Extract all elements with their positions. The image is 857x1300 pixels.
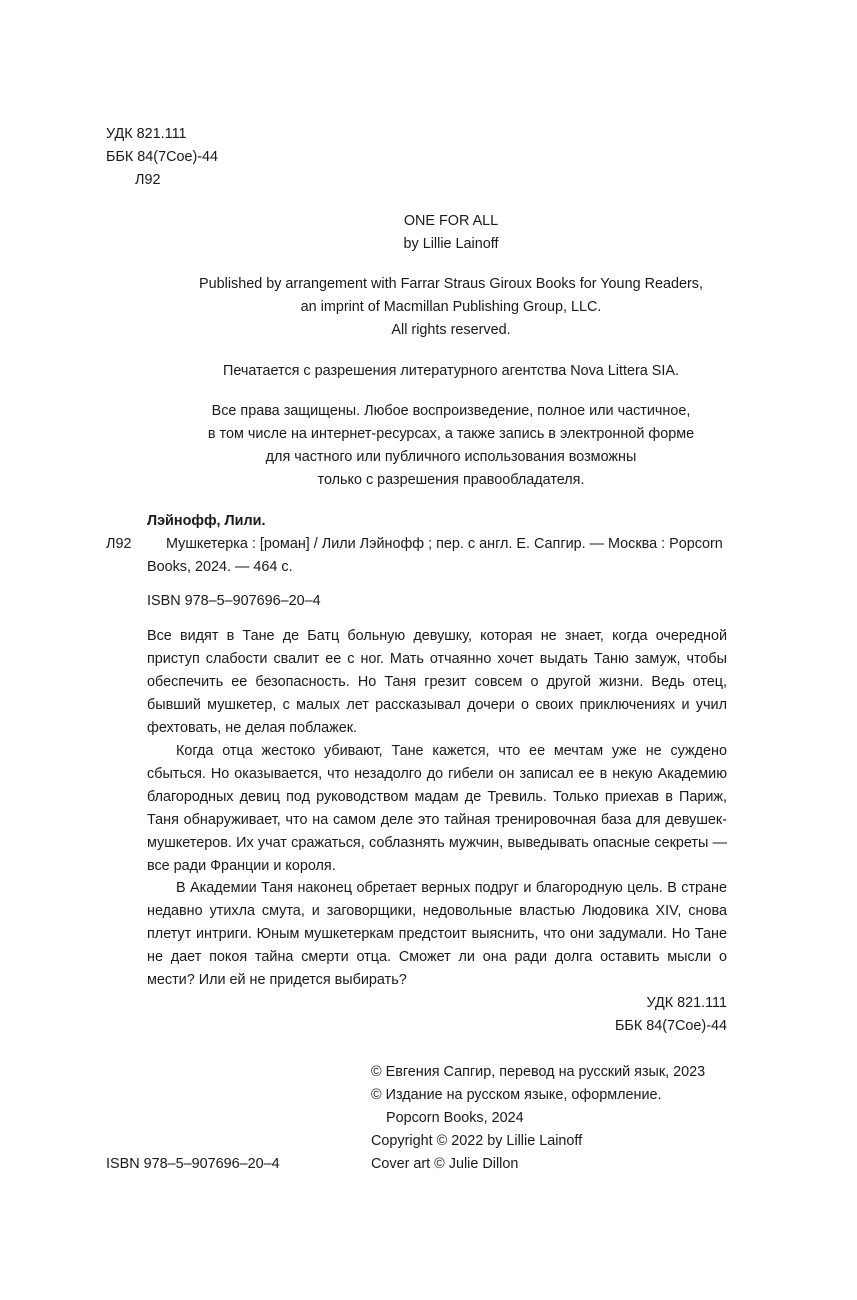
catalog-mark: Л92 xyxy=(106,536,132,552)
publishing-notice-line3: All rights reserved. xyxy=(391,322,511,338)
rights-notice-line1: Все права защищены. Любое воспроизведение, полное или частичное, xyxy=(211,403,691,419)
copyright-translation: © Евгения Сапгир, перевод на русский язык, 2023 xyxy=(371,1064,706,1080)
annotation-paragraph-3: В Академии Таня наконец обретает верных подруг и благородную цель. В стране недавно утихла смута, и заговорщики, недовольные властью Людовика XIV, снова плетут интриги. Юным мушкетеркам предстоит выяснить, что они задумали. Но Тане не дает покоя тайна смерти отца. Сможет ли она ради долга оставить мысли о мести? Или ей не придется выбирать? xyxy=(147,880,727,988)
publishing-notice-line1: Published by arrangement with Farrar Straus Giroux Books for Young Readers, xyxy=(199,276,703,292)
catalog-isbn: ISBN 978–5–907696–20–4 xyxy=(147,593,321,609)
publishing-notice-line2: an imprint of Macmillan Publishing Group, LLC. xyxy=(300,299,602,315)
catalog-description-line2: Books, 2024. — 464 с. xyxy=(147,559,293,575)
original-author: by Lillie Lainoff xyxy=(403,236,499,252)
copyright-edition-publisher: Popcorn Books, 2024 xyxy=(386,1110,524,1126)
rights-notice-line3: для частного или публичного использования возможны xyxy=(265,449,637,465)
udk-code: УДК 821.111 xyxy=(106,126,187,142)
annotation-udk-code: УДК 821.111 xyxy=(646,995,727,1011)
annotation-paragraph-2: Когда отца жестоко убивают, Тане кажется, что ее мечтам уже не суждено сбыться. Но оказывается, что незадолго до гибели он записал ее в некую Академию благородных девиц под руководством мадам де Тревиль. Только приехав в Париж, Таня обнаруживает, что на самом деле это тайная тренировочная база для девушек-мушкетеров. Их учат сражаться, соблазнять мужчин, выведывать опасные секреты — все ради Франции и короля. xyxy=(147,743,727,874)
copyright-edition: © Издание на русском языке, оформление. xyxy=(371,1087,662,1103)
copyright-cover-art: Cover art © Julie Dillon xyxy=(371,1156,519,1172)
original-title: ONE FOR ALL xyxy=(403,213,499,229)
catalog-author-heading: Лэйнофф, Лили. xyxy=(147,513,266,529)
author-mark: Л92 xyxy=(135,172,161,188)
catalog-description-line1: Мушкетерка : [роман] / Лили Лэйнофф ; пер. с англ. Е. Сапгир. — Москва : Popcorn xyxy=(166,536,723,552)
agency-notice: Печатается с разрешения литературного агентства Nova Littera SIA. xyxy=(223,363,679,379)
bbk-code: ББК 84(7Сое)-44 xyxy=(106,149,219,165)
footer-isbn: ISBN 978–5–907696–20–4 xyxy=(106,1156,280,1172)
rights-notice-line4: только с разрешения правообладателя. xyxy=(317,472,585,488)
annotation-bbk-code: ББК 84(7Сое)-44 xyxy=(614,1018,727,1034)
rights-notice-line2: в том числе на интернет-ресурсах, а также запись в электронной форме xyxy=(207,426,695,442)
annotation-paragraph-1: Все видят в Тане де Батц больную девушку, которая не знает, когда очередной приступ слабости свалит ее с ног. Мать отчаянно хочет выдать Таню замуж, чтобы обеспечить ее безопасность. Но Таня грезит совсем о другой жизни. Ведь отец, бывший мушкетер, с малых лет рассказывал дочери о своих приключениях и учил фехтовать, не делая поблажек. xyxy=(147,628,727,736)
copyright-original: Copyright © 2022 by Lillie Lainoff xyxy=(371,1133,583,1149)
